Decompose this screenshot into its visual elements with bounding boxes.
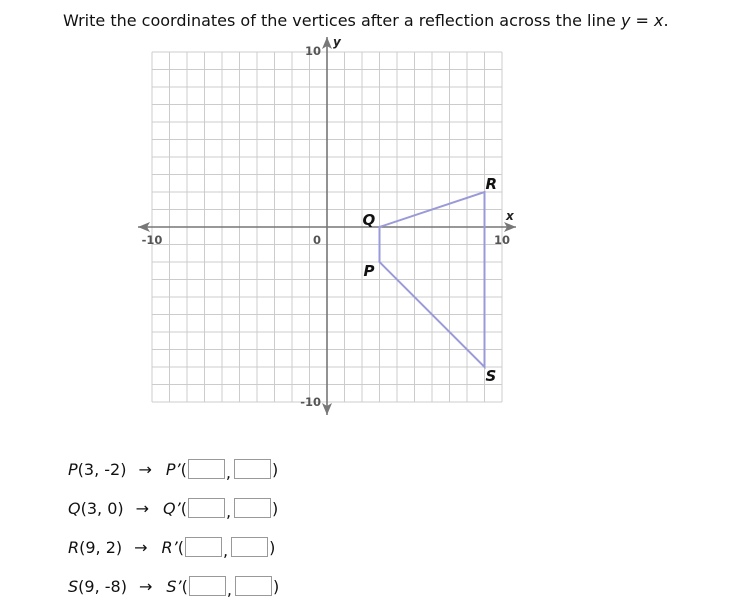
point-name: S (68, 576, 79, 596)
right-arrow-icon: → (138, 576, 153, 596)
tick-label-y-min: -10 (300, 395, 321, 409)
right-arrow-icon: → (135, 498, 150, 518)
comma: , (225, 502, 232, 521)
point-coords: (3, -2) (77, 459, 127, 479)
answer-row-r (68, 535, 275, 559)
close-paren: ) (269, 537, 276, 557)
p-prime-x-input[interactable] (188, 459, 225, 479)
graph-labels (142, 35, 515, 409)
s-prime-y-input[interactable] (235, 576, 272, 596)
point-coords: (9, -8) (78, 576, 127, 596)
vertex-label-s: S (485, 367, 497, 385)
comma: , (225, 463, 231, 482)
open-paren: ( (180, 459, 187, 479)
tick-label-origin: 0 (312, 233, 321, 247)
point-coords: (9, 2) (79, 537, 123, 557)
tick-label-x-min: -10 (141, 233, 163, 247)
close-paren: ) (272, 498, 279, 518)
close-paren: ) (271, 459, 279, 479)
image-name: S’ (166, 576, 182, 596)
image-name: P’ (165, 459, 181, 479)
prompt-var-y: y (620, 11, 631, 30)
s-prime-x-input[interactable] (189, 576, 226, 596)
q-prime-y-input[interactable] (234, 498, 271, 518)
image-point-q (163, 499, 187, 518)
q-prime-x-input[interactable] (188, 498, 225, 518)
y-axis-label: y (333, 35, 341, 49)
r-prime-x-input[interactable] (185, 537, 222, 557)
answer-row-s (68, 574, 279, 598)
x-axis-label: x (506, 209, 514, 223)
vertex-label-p: P (363, 262, 375, 280)
source-point-q (68, 499, 124, 518)
prompt-text: Write the coordinates of the vertices after a reflection across the line (63, 11, 621, 30)
open-paren: ( (180, 498, 187, 518)
axes (138, 37, 516, 415)
prompt-var-x: x (654, 11, 664, 30)
tick-label-x-max: 10 (493, 233, 511, 247)
point-name: R (68, 537, 80, 557)
prompt-equals: = (630, 11, 655, 30)
open-paren: ( (181, 576, 188, 596)
point-name: Q (68, 498, 81, 518)
image-name: Q’ (163, 498, 181, 518)
image-point-p (166, 460, 187, 479)
point-name: P (68, 459, 78, 479)
comma: , (226, 580, 232, 599)
right-arrow-icon: → (138, 459, 152, 479)
right-arrow-icon: → (134, 537, 148, 557)
source-point-s (68, 577, 127, 596)
image-name: R’ (161, 537, 178, 557)
source-point-r (68, 538, 122, 557)
point-coords: (3, 0) (80, 498, 124, 518)
answer-row-p (68, 457, 278, 481)
open-paren: ( (177, 537, 184, 557)
tick-label-y-max: 10 (304, 44, 321, 58)
source-point-p (68, 460, 126, 479)
answer-row-q (68, 496, 278, 520)
image-point-r (162, 538, 184, 557)
close-paren: ) (272, 576, 280, 596)
vertex-label-r: R (485, 175, 498, 193)
vertex-label-q: Q (362, 211, 376, 229)
p-prime-y-input[interactable] (234, 459, 271, 479)
prompt-period: . (663, 11, 669, 30)
comma: , (223, 541, 229, 560)
image-point-s (166, 577, 188, 596)
r-prime-y-input[interactable] (231, 537, 268, 557)
